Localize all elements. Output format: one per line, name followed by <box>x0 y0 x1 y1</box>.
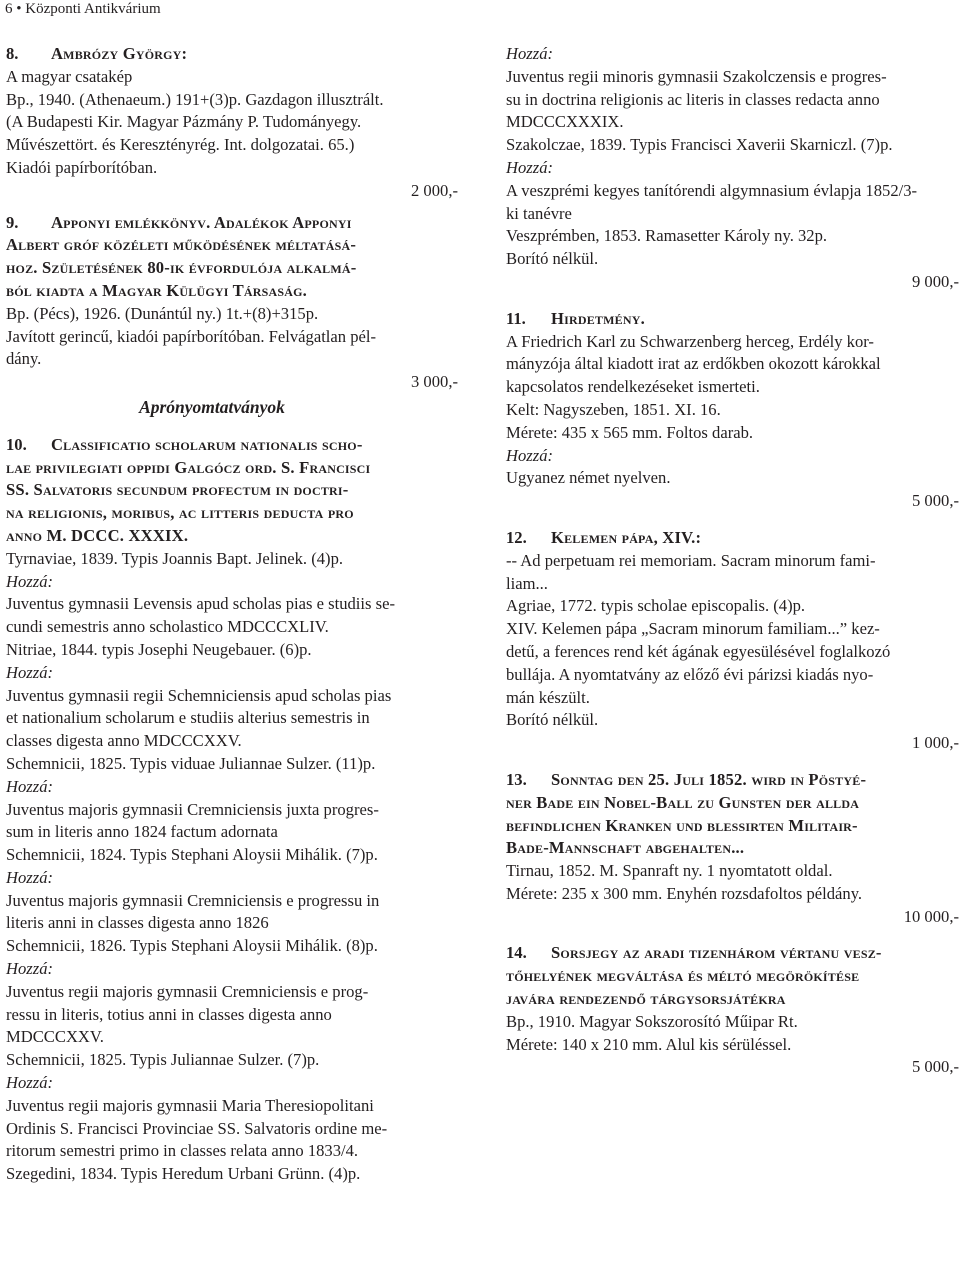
price: 5 000,- <box>911 1057 959 1077</box>
entry-title: Classificatio scholarum nationalis scho- <box>51 434 363 454</box>
entry-text-line: Javított gerincű, kiadói papírborítóban. Felvágatlan pél- <box>6 326 377 346</box>
entry-heading <box>6 43 458 66</box>
entry-text-line: sum in literis anno 1824 factum adornata <box>6 822 278 842</box>
entry-text-line: Juventus regii majoris gymnasii Maria Theresiopolitani <box>6 1095 374 1115</box>
entry-text-line: Juventus regii minoris gymnasii Szakolczensis e progres- <box>506 66 887 86</box>
entry-text-line: Mérete: 140 x 210 mm. Alul kis sérüléssel. <box>506 1034 792 1054</box>
entry-text-line: Borító nélkül. <box>506 249 599 269</box>
hozza-label: Hozzá: <box>6 662 54 682</box>
entry-title-line: lae privilegiati oppidi Galgócz ord. S. Francisci <box>6 457 371 477</box>
price: 5 000,- <box>911 491 959 511</box>
left-column <box>6 43 458 1186</box>
page-header: 6 • Központi Antikvárium <box>5 1 161 17</box>
entry-text-line: A Friedrich Karl zu Schwarzenberg herceg, Erdély kor- <box>506 331 874 351</box>
entry-text-line: Tyrnaviae, 1839. Typis Joannis Bapt. Jelinek. (4)p. <box>6 548 344 568</box>
entry-8 <box>6 43 458 203</box>
entry-title: Hirdetmény. <box>551 308 645 328</box>
entry-title-line: ból kiadta a Magyar Külügyi Társaság. <box>6 280 307 300</box>
entry-text-line: MDCCCXXV. <box>6 1027 104 1047</box>
entry-text-line: literis anni in classes digesta anno 1826 <box>6 913 269 933</box>
entry-text-line: liam... <box>506 573 548 593</box>
entry-text-line: Juventus regii majoris gymnasii Cremniciensis e prog- <box>6 981 369 1001</box>
entry-text-line: Schemnicii, 1825. Typis Juliannae Sulzer. (7)p. <box>6 1050 320 1070</box>
price: 1 000,- <box>911 733 959 753</box>
entry-number: 14. <box>506 943 527 963</box>
entry-10-continued <box>506 43 959 294</box>
entry-text-line: dány. <box>6 349 42 369</box>
entry-text-line: Borító nélkül. <box>506 710 599 730</box>
entry-number: 8. <box>6 44 19 63</box>
entry-text-line: Tirnau, 1852. M. Spanraft ny. 1 nyomtatott oldal. <box>506 861 833 881</box>
entry-title-line: hoz. Születésének 80-ik évfordulója alkalmá- <box>6 258 357 278</box>
entry-text-line: kapcsolatos rendelkezéseket ismerteti. <box>506 377 760 397</box>
entry-14 <box>506 942 959 1079</box>
entry-heading <box>506 308 959 331</box>
entry-heading <box>506 527 959 550</box>
entry-text-line: Ugyanez német nyelven. <box>506 468 671 488</box>
entry-number: 11. <box>506 308 526 328</box>
entry-text-line: A magyar csatakép <box>6 66 133 86</box>
entry-text-line: ritorum semestri primo in classes relata anno 1833/4. <box>6 1141 359 1161</box>
entry-title-line: anno M. DCCC. XXXIX. <box>6 525 189 545</box>
price: 10 000,- <box>903 906 959 926</box>
entry-text-line: Kelt: Nagyszeben, 1851. XI. 16. <box>506 399 721 419</box>
entry-text-line: Művészettört. és Keresztényrég. Int. dolgozatai. 65.) <box>6 135 355 155</box>
hozza-label: Hozzá: <box>6 571 54 591</box>
entry-text-line: MDCCCXXXIX. <box>506 112 624 132</box>
entry-text-line: Ordinis S. Francisci Provinciae SS. Salvatoris ordine me- <box>6 1118 388 1138</box>
entry-text-line: Juventus gymnasii Levensis apud scholas pias e studiis se- <box>6 594 395 614</box>
hozza-label: Hozzá: <box>6 867 54 887</box>
entry-heading <box>6 212 458 235</box>
entry-title-line: tőhelyének megváltása és méltó megörökítése <box>506 966 860 986</box>
entry-heading <box>506 942 959 965</box>
hozza-label: Hozzá: <box>6 776 54 796</box>
entry-text-line: Agriae, 1772. typis scholae episcopalis. (4)p. <box>506 596 806 616</box>
entry-text-line: Juventus gymnasii regii Schemniciensis apud scholas pias <box>6 685 392 705</box>
entry-text-line: Bp., 1910. Magyar Sokszorosító Műipar Rt. <box>506 1011 798 1031</box>
entry-title-line: befindlichen Kranken und blessirten Militair- <box>506 815 858 835</box>
entry-heading <box>6 434 458 457</box>
entry-text-line: ressu in literis, totius anni in classes digesta anno <box>6 1004 332 1024</box>
price: 9 000,- <box>911 271 959 291</box>
entry-text-line: -- Ad perpetuam rei memoriam. Sacram minorum fami- <box>506 550 876 570</box>
entry-text-line: (A Budapesti Kir. Magyar Pázmány P. Tudományegy. <box>6 112 362 132</box>
hozza-label: Hozzá: <box>506 445 554 465</box>
section-title: Aprónyomtatványok <box>139 396 285 417</box>
entry-text-line: Schemnicii, 1825. Typis viduae Juliannae Sulzer. (11)p. <box>6 753 376 773</box>
entry-title: Ambrózy György: <box>51 44 188 63</box>
entry-text-line: Juventus majoris gymnasii Cremniciensis e progressu in <box>6 890 380 910</box>
entry-10 <box>6 434 458 1186</box>
entry-text-line: Mérete: 435 x 565 mm. Foltos darab. <box>506 422 754 442</box>
entry-text-line: et nationalium scholarum e studiis alterius semestris in <box>6 708 370 728</box>
entry-text-line: XIV. Kelemen pápa „Sacram minorum familiam...” kez- <box>506 619 880 639</box>
entry-text-line: A veszprémi kegyes tanítórendi algymnasium évlapja 1852/3- <box>506 180 918 200</box>
entry-text-line: su in doctrina religionis ac literis in classes redacta anno <box>506 89 880 109</box>
entry-number: 13. <box>506 769 527 789</box>
entry-text-line: Szegedini, 1834. Typis Heredum Urbani Grünn. (4)p. <box>6 1164 361 1184</box>
entry-text-line: Schemnicii, 1824. Typis Stephani Aloysii Mihálik. (7)p. <box>6 845 378 865</box>
hozza-label: Hozzá: <box>506 157 554 177</box>
entry-text-line: Bp., 1940. (Athenaeum.) 191+(3)p. Gazdagon illusztrált. <box>6 89 384 109</box>
entry-text-line: Bp. (Pécs), 1926. (Dunántúl ny.) 1t.+(8)+315p. <box>6 303 319 323</box>
entry-9 <box>6 212 458 394</box>
entry-text-line: Szakolczae, 1839. Typis Francisci Xaverii Skarniczl. (7)p. <box>506 135 893 155</box>
entry-text-line: ki tanévre <box>506 203 572 223</box>
entry-text-line: Nitriae, 1844. typis Josephi Neugebauer. (6)p. <box>6 639 312 659</box>
entry-text-line: Mérete: 235 x 300 mm. Enyhén rozsdafoltos példány. <box>506 883 863 903</box>
entry-text-line: Kiadói papírborítóban. <box>6 157 158 177</box>
entry-number: 10. <box>6 434 27 454</box>
entry-13 <box>506 769 959 929</box>
entry-text-line: bullája. A nyomtatvány az előző évi párizsi kiadás nyo- <box>506 664 874 684</box>
entry-title-line: javára rendezendő tárgysorsjátékra <box>506 989 786 1009</box>
entry-11 <box>506 308 959 513</box>
entry-number: 12. <box>506 527 527 547</box>
entry-12 <box>506 527 959 755</box>
entry-title-line: Albert gróf közéleti működésének méltatásá- <box>6 235 357 255</box>
entry-text-line: classes digesta anno MDCCCXXV. <box>6 731 242 751</box>
entry-text-line: Schemnicii, 1826. Typis Stephani Aloysii Mihálik. (8)p. <box>6 936 378 956</box>
entry-title: Sonntag den 25. Juli 1852. wird in Pöstyé- <box>551 769 867 789</box>
entry-title-line: ner Bade ein Nobel-Ball zu Gunsten der allda <box>506 792 860 812</box>
price: 3 000,- <box>410 372 458 392</box>
price: 2 000,- <box>410 180 458 200</box>
entry-text-line: mányzója által kiadott irat az erdőkben okozott károkkal <box>506 354 881 374</box>
entry-title: Sorsjegy az aradi tizenhárom vértanu vesz- <box>551 943 882 963</box>
entry-text-line: Juventus majoris gymnasii Cremniciensis juxta progres- <box>6 799 379 819</box>
entry-title-line: Bade-Mannschaft abgehalten... <box>506 838 745 858</box>
entry-title-line: SS. Salvatoris secundum profectum in doctri- <box>6 480 349 500</box>
entry-text-line: Veszprémben, 1853. Ramasetter Károly ny. 32p. <box>506 226 828 246</box>
entry-number: 9. <box>6 212 19 232</box>
entry-text-line: mán készült. <box>506 687 590 707</box>
right-column <box>506 43 959 1079</box>
entry-title-line: na religionis, moribus, ac litteris deducta pro <box>6 503 354 523</box>
entry-text-line: detű, a ferences rend két ágának egyesülésével foglalkozó <box>506 641 891 661</box>
hozza-label: Hozzá: <box>506 44 554 63</box>
entry-title: Apponyi emlékkönyv. Adalékok Apponyi <box>51 212 352 232</box>
entry-title: Kelemen pápa, XIV.: <box>551 527 702 547</box>
entry-heading <box>506 769 959 792</box>
hozza-label: Hozzá: <box>6 1073 54 1093</box>
entry-text-line: cundi semestris anno scholastico MDCCCXLIV. <box>6 617 329 637</box>
hozza-label: Hozzá: <box>6 959 54 979</box>
